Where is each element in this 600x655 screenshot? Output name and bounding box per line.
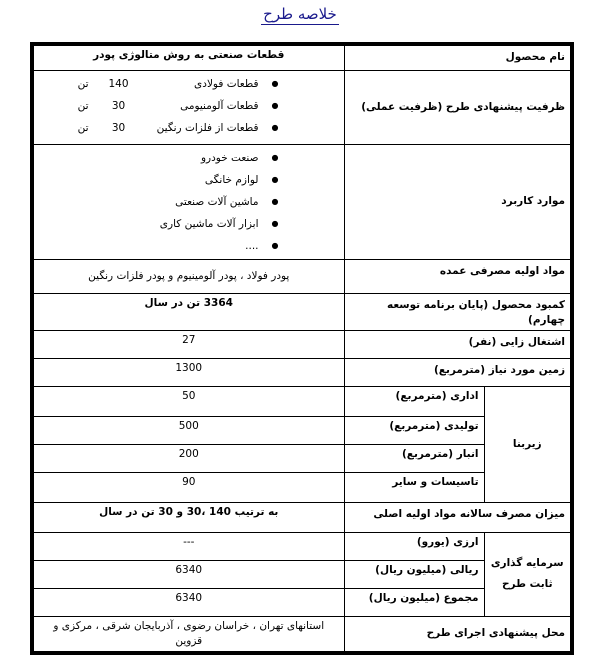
label-shortage: کمبود محصول (پایان برنامه توسعه چهارم) [344, 293, 572, 330]
sublabel-floor-area: اداری (مترمربع) [344, 386, 484, 416]
value-floor-area: 90 [32, 472, 344, 502]
application-item: ● ماشین آلات صنعتی [39, 191, 259, 213]
row-product-name [32, 44, 572, 70]
label-raw-materials: مواد اولیه مصرفی عمده [344, 259, 572, 293]
sublabel-floor-area: تولیدی (مترمربع) [344, 416, 484, 444]
row-capacity [32, 70, 572, 144]
row-land [32, 358, 572, 386]
value-location: استانهای تهران ، خراسان رضوی ، آذربایجان شرقی ، مرکزی و قزوین [32, 616, 344, 653]
applications-list [39, 147, 339, 257]
application-item: ● لوازم خانگی [39, 169, 259, 191]
application-item: ● صنعت خودرو [39, 147, 259, 169]
label-employment: اشتغال زایی (نفر) [344, 330, 572, 358]
sublabel-investment: ارزی (یورو) [344, 532, 484, 560]
value-floor-area: 500 [32, 416, 344, 444]
application-item: ● ابزار آلات ماشین کاری [39, 213, 259, 235]
sublabel-floor-area: انبار (مترمربع) [344, 444, 484, 472]
label-annual-consumption: میزان مصرف سالانه مواد اولیه اصلی [344, 502, 572, 532]
value-investment: 6340 [32, 588, 344, 616]
value-employment: 27 [32, 330, 344, 358]
label-land: زمین مورد نیاز (مترمربع) [344, 358, 572, 386]
label-investment-line2: ثابت طرح [501, 578, 553, 590]
plan-summary-table [30, 42, 574, 655]
value-floor-area: 50 [32, 386, 344, 416]
row-floor-area [32, 386, 572, 416]
row-annual-consumption [32, 502, 572, 532]
capacity-item: ● قطعات آلومنیومی30تن [39, 95, 259, 117]
sublabel-investment: مجموع (میلیون ریال) [344, 588, 484, 616]
value-investment: 6340 [32, 560, 344, 588]
capacity-list [39, 73, 339, 139]
value-shortage: 3364 تن در سال [32, 293, 344, 330]
value-raw-materials: پودر فولاد ، پودر آلومینیوم و پودر فلزات رنگین [32, 259, 344, 293]
value-annual-consumption: به ترتیب 140 ،30 و 30 تن در سال [32, 502, 344, 532]
capacity-item: ● قطعات از فلزات رنگین30تن [39, 117, 259, 139]
value-floor-area: 200 [32, 444, 344, 472]
label-floor-area: زیربنا [484, 386, 572, 502]
row-raw-materials [32, 259, 572, 293]
value-investment: --- [32, 532, 344, 560]
label-applications: موارد کاربرد [344, 144, 572, 259]
row-applications [32, 144, 572, 259]
label-investment [484, 532, 572, 616]
label-investment-line1: سرمایه گذاری [490, 557, 564, 569]
row-location [32, 616, 572, 653]
value-product-name: قطعات صنعتی به روش متالوژی پودر [32, 44, 344, 70]
row-investment [32, 532, 572, 560]
value-capacity [32, 70, 344, 144]
document-title-wrap [0, 4, 600, 23]
row-employment [32, 330, 572, 358]
label-product-name: نام محصول [344, 44, 572, 70]
label-capacity: ظرفیت پیشنهادی طرح (ظرفیت عملی) [344, 70, 572, 144]
document-title: خلاصه طرح [263, 5, 337, 23]
value-land: 1300 [32, 358, 344, 386]
capacity-item: ● قطعات فولادی140تن [39, 73, 259, 95]
sublabel-investment: ریالی (میلیون ریال) [344, 560, 484, 588]
application-item: ● .... [39, 235, 259, 257]
row-shortage [32, 293, 572, 330]
sublabel-floor-area: تاسیسات و سایر [344, 472, 484, 502]
value-applications [32, 144, 344, 259]
label-location: محل پیشنهادی اجرای طرح [344, 616, 572, 653]
